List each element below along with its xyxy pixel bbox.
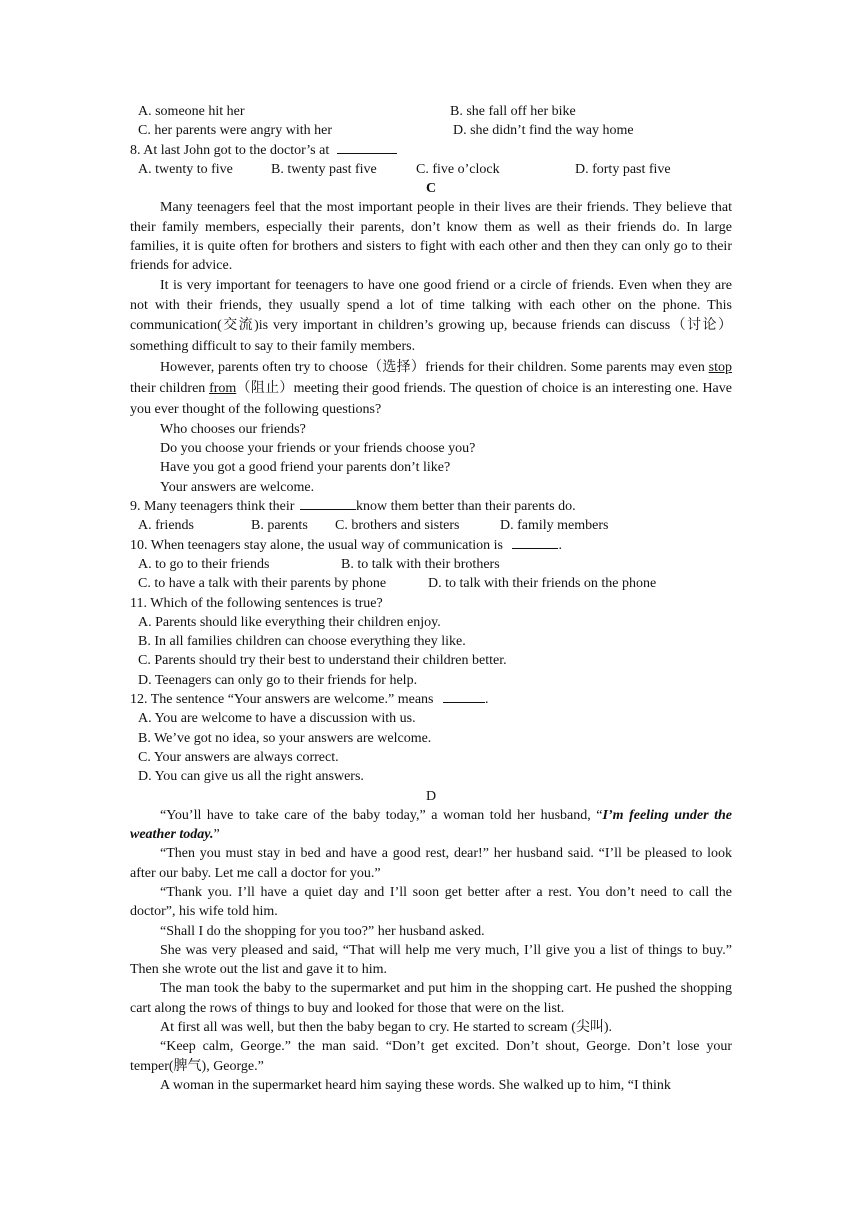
exam-page [130, 102, 732, 1095]
q7-option-a: A. someone hit her [138, 104, 245, 119]
p3-part-a: However, parents often try to choose（选择）friends for their children. Some parents may even [160, 359, 709, 375]
section-d-paragraph-9: A woman in the supermarket heard him saying these words. She walked up to him, “I think [160, 1077, 671, 1093]
q12-option-c: C. Your answers are always correct. [138, 749, 339, 765]
q12-stem-text: 12. The sentence “Your answers are welcome.” means [130, 692, 434, 708]
q7-options-row1 [130, 102, 732, 121]
q9-stem-text-a: 9. Many teenagers think their [130, 499, 295, 515]
question-line-2: Do you choose your friends or your friends choose you? [160, 441, 476, 457]
q11-stem: 11. Which of the following sentences is true? [130, 595, 383, 611]
d-p1-part-c: ” [213, 827, 220, 843]
question-line-3: Have you got a good friend your parents don’t like? [160, 460, 451, 476]
q11-option-b: B. In all families children can choose everything they like. [138, 634, 466, 650]
q10-option-b: B. to talk with their brothers [341, 556, 500, 572]
q9-stem-text-b: know them better than their parents do. [355, 499, 576, 515]
q12-option-d: D. You can give us all the right answers. [138, 769, 364, 785]
q8-option-c: C. five o’clock [416, 161, 500, 177]
section-c-heading: C [425, 181, 437, 197]
p3-word-stop: stop [708, 359, 732, 375]
section-d-paragraph-6: The man took the baby to the supermarket and put him in the shopping cart. He pushed the shopping cart along the rows of things to buy and looked for those that were on the list. [130, 981, 732, 1016]
d-p1-idiom: I’m feeling under the weather today. [130, 807, 732, 843]
q9-stem [130, 497, 732, 516]
q11-option-a: A. Parents should like everything their children enjoy. [138, 614, 441, 630]
q12-option-b: B. We’ve got no idea, so your answers are welcome. [138, 730, 432, 746]
q10-option-c: C. to have a talk with their parents by phone [138, 576, 387, 592]
section-d-heading: D [425, 788, 437, 804]
section-c-paragraph-1: Many teenagers feel that the most important people in their lives are their friends. They believe that their family members, especially their parents, don’t know them as well as their friends do. In large families, it is quite often for brothers and sisters to fight with each other and then they can only go to their friends for advice. [130, 200, 732, 274]
d-p1-part-a: “You’ll have to take care of the baby today,” a woman told her husband, “ [160, 807, 603, 823]
section-d-paragraph-5: She was very pleased and said, “That will help me very much, I’ll give you a list of things to buy.” Then she wrote out the list and gave it to him. [130, 942, 732, 978]
q10-answer-blank [512, 536, 558, 549]
p3-word-from: from [209, 380, 237, 396]
q8-stem-text: 8. At last John got to the doctor’s at [130, 142, 330, 158]
section-d-paragraph-2: “Then you must stay in bed and have a good rest, dear!” her husband said. “I’ll be pleased to look after our baby. Let me call a doctor for you.” [130, 846, 732, 881]
q8-option-d: D. forty past five [575, 161, 671, 177]
q10-stem: 10. When teenagers stay alone, the usual way of communication is . [130, 537, 562, 553]
q10-option-a: A. to go to their friends [138, 556, 270, 572]
section-d-paragraph-3: “Thank you. I’ll have a quiet day and I’ll soon get better after a rest. You don’t need to call the doctor”, his wife told him. [130, 884, 732, 920]
q8-stem [130, 141, 732, 160]
q7-options-row2 [130, 121, 732, 140]
q12-stem: 12. The sentence “Your answers are welcome.” means . [130, 692, 489, 708]
question-line-1: Who chooses our friends? [160, 421, 306, 437]
section-d-paragraph-8: “Keep calm, George.” the man said. “Don’t get excited. Don’t shout, George. Don’t lose your temper(脾气), George.” [130, 1039, 732, 1074]
q9-option-a: A. friends [138, 518, 194, 534]
q10-stem-text: 10. When teenagers stay alone, the usual way of communication is [130, 537, 503, 553]
q9-option-b: B. parents [251, 518, 308, 534]
q9-options [130, 516, 732, 535]
q11-option-d: D. Teenagers can only go to their friends for help. [138, 672, 418, 688]
q12-answer-blank [443, 690, 485, 703]
q10-option-d: D. to talk with their friends on the phone [428, 576, 657, 592]
q11-option-c: C. Parents should try their best to understand their children better. [138, 653, 507, 669]
q10-options-row1 [130, 555, 732, 574]
q7-option-d: D. she didn’t find the way home [453, 123, 634, 139]
section-d-paragraph-4: “Shall I do the shopping for you too?” her husband asked. [160, 923, 485, 939]
section-c-paragraph-2: It is very important for teenagers to have one good friend or a circle of friends. Even when they are not with their friends, they usually spend a lot of time talking with each other on the phone. This communication(交流)is very important in children’s growing up, because friends can discuss（讨论）something difficult to say to their family members. [130, 277, 732, 354]
q12-option-a: A. You are welcome to have a discussion with us. [138, 711, 416, 727]
q7-option-b: B. she fall off her bike [450, 104, 576, 119]
section-c-paragraph-3 [130, 357, 732, 420]
q9-answer-blank [300, 497, 356, 510]
q8-options [130, 160, 732, 179]
section-d-paragraph-7: At first all was well, but then the baby began to cry. He started to scream (尖叫). [160, 1020, 613, 1036]
question-line-4: Your answers are welcome. [160, 479, 315, 495]
p3-part-b: their children [130, 380, 210, 396]
q8-option-a: A. twenty to five [138, 161, 233, 177]
q8-option-b: B. twenty past five [271, 161, 377, 177]
q7-option-c: C. her parents were angry with her [138, 123, 332, 139]
q9-option-d: D. family members [500, 518, 609, 534]
q10-options-row2 [130, 574, 732, 593]
section-d-paragraph-1 [130, 806, 732, 845]
q9-option-c: C. brothers and sisters [335, 518, 460, 534]
p3-part-c: （阻止）meeting their good friends. The question of choice is an interesting one. Have you ever thought of the following questions? [130, 380, 732, 417]
q8-answer-blank [337, 141, 397, 154]
